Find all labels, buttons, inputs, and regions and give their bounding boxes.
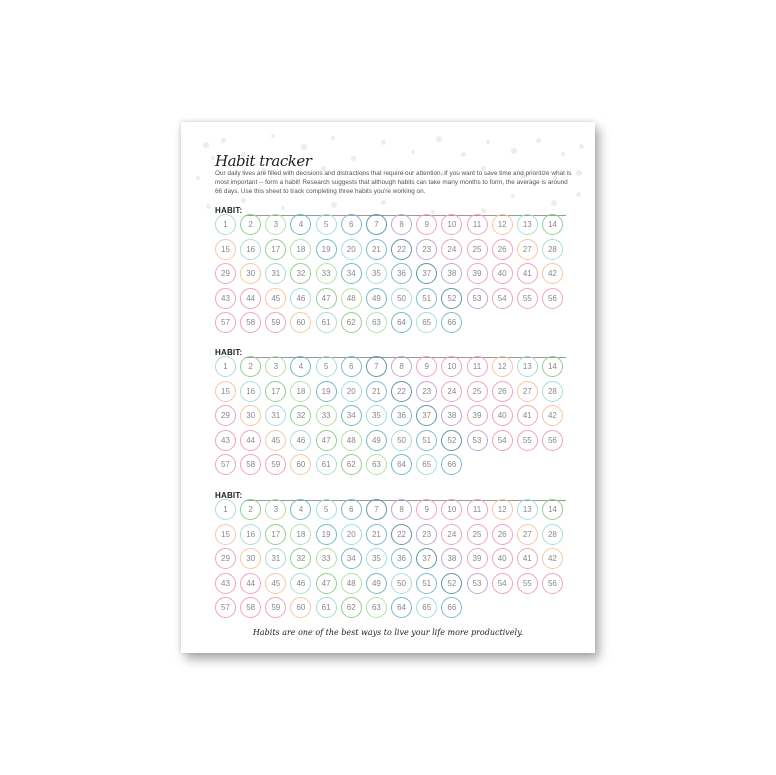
day-circle[interactable]: 34	[341, 548, 362, 569]
day-circle[interactable]: 25	[467, 239, 488, 260]
day-circle[interactable]: 37	[416, 405, 437, 426]
day-circle[interactable]: 34	[341, 263, 362, 284]
day-circle[interactable]: 66	[441, 454, 462, 475]
day-circle[interactable]: 56	[542, 288, 563, 309]
day-circle[interactable]: 54	[492, 288, 513, 309]
day-circle[interactable]: 62	[341, 597, 362, 618]
day-circle[interactable]: 59	[265, 312, 286, 333]
decorative-dot	[271, 134, 275, 138]
day-circle[interactable]: 50	[391, 430, 412, 451]
day-circle[interactable]: 3	[265, 499, 286, 520]
decorative-dot	[206, 204, 211, 209]
day-circle[interactable]: 23	[416, 239, 437, 260]
day-circle[interactable]: 18	[290, 239, 311, 260]
day-circle[interactable]: 57	[215, 454, 236, 475]
day-circle[interactable]: 4	[290, 214, 311, 235]
day-circle[interactable]: 36	[391, 548, 412, 569]
day-circle[interactable]: 16	[240, 524, 261, 545]
day-circle[interactable]: 22	[391, 239, 412, 260]
decorative-dot	[486, 140, 490, 144]
day-circle[interactable]: 63	[366, 312, 387, 333]
day-circle[interactable]: 2	[240, 356, 261, 377]
day-circle[interactable]: 31	[265, 405, 286, 426]
day-circle[interactable]: 15	[215, 381, 236, 402]
day-circle[interactable]: 13	[517, 499, 538, 520]
decorative-dot	[576, 192, 581, 197]
day-circle[interactable]: 60	[290, 597, 311, 618]
day-circle[interactable]: 6	[341, 499, 362, 520]
day-circle[interactable]: 11	[467, 356, 488, 377]
day-circle[interactable]: 39	[467, 548, 488, 569]
day-circle[interactable]: 21	[366, 524, 387, 545]
habit-section-1	[215, 206, 565, 327]
day-circle[interactable]: 48	[341, 430, 362, 451]
day-circle[interactable]: 28	[542, 239, 563, 260]
day-circle[interactable]: 61	[316, 454, 337, 475]
day-circle[interactable]: 21	[366, 239, 387, 260]
day-circle[interactable]: 1	[215, 214, 236, 235]
day-circle[interactable]: 55	[517, 288, 538, 309]
day-circle[interactable]: 8	[391, 214, 412, 235]
day-circle[interactable]: 22	[391, 381, 412, 402]
day-circle[interactable]: 42	[542, 263, 563, 284]
day-circle[interactable]: 30	[240, 405, 261, 426]
day-circle[interactable]: 10	[441, 214, 462, 235]
day-circle[interactable]: 22	[391, 524, 412, 545]
day-circle[interactable]: 52	[441, 288, 462, 309]
day-circle[interactable]: 55	[517, 573, 538, 594]
decorative-dot	[411, 150, 415, 154]
day-circle[interactable]: 53	[467, 430, 488, 451]
day-circle[interactable]: 42	[542, 548, 563, 569]
day-circle[interactable]: 5	[316, 499, 337, 520]
decorative-dot	[301, 144, 307, 150]
decorative-dot	[381, 200, 386, 205]
day-circle[interactable]: 5	[316, 214, 337, 235]
day-circle[interactable]: 37	[416, 548, 437, 569]
day-circle[interactable]: 2	[240, 499, 261, 520]
day-circle[interactable]: 43	[215, 288, 236, 309]
day-circle[interactable]: 16	[240, 239, 261, 260]
day-circle[interactable]: 27	[517, 381, 538, 402]
day-circle[interactable]: 51	[416, 430, 437, 451]
day-circle[interactable]: 44	[240, 430, 261, 451]
day-circle[interactable]: 33	[316, 263, 337, 284]
day-circle[interactable]: 11	[467, 214, 488, 235]
day-circle[interactable]: 39	[467, 405, 488, 426]
day-circle[interactable]: 20	[341, 239, 362, 260]
day-circle[interactable]: 40	[492, 405, 513, 426]
day-circle[interactable]: 57	[215, 597, 236, 618]
decorative-dot	[461, 152, 466, 157]
day-circle[interactable]: 40	[492, 263, 513, 284]
day-circle[interactable]: 7	[366, 214, 387, 235]
day-circle[interactable]: 45	[265, 573, 286, 594]
day-circle[interactable]: 3	[265, 356, 286, 377]
day-circle[interactable]: 45	[265, 430, 286, 451]
habit-section-3	[215, 491, 565, 612]
day-circle[interactable]: 16	[240, 381, 261, 402]
day-circle[interactable]: 17	[265, 524, 286, 545]
day-circle[interactable]: 60	[290, 312, 311, 333]
day-circle[interactable]: 15	[215, 524, 236, 545]
day-circle[interactable]: 49	[366, 288, 387, 309]
day-circle[interactable]: 8	[391, 356, 412, 377]
day-circle[interactable]: 19	[316, 381, 337, 402]
day-circle[interactable]: 35	[366, 405, 387, 426]
day-circle[interactable]: 59	[265, 454, 286, 475]
day-circle[interactable]: 26	[492, 239, 513, 260]
day-circle[interactable]: 65	[416, 454, 437, 475]
habit-tracker-page	[181, 122, 595, 653]
decorative-dot	[576, 170, 582, 176]
day-circle[interactable]: 58	[240, 312, 261, 333]
day-circle[interactable]: 29	[215, 548, 236, 569]
day-circle[interactable]: 14	[542, 356, 563, 377]
day-circle[interactable]: 7	[366, 356, 387, 377]
day-circle[interactable]: 8	[391, 499, 412, 520]
day-circle[interactable]: 56	[542, 430, 563, 451]
day-circle[interactable]: 51	[416, 573, 437, 594]
day-circle[interactable]: 44	[240, 573, 261, 594]
day-circle[interactable]: 14	[542, 214, 563, 235]
day-circle[interactable]: 30	[240, 548, 261, 569]
day-circle[interactable]: 24	[441, 381, 462, 402]
day-circle[interactable]: 58	[240, 597, 261, 618]
day-circle[interactable]: 38	[441, 405, 462, 426]
day-circle[interactable]: 65	[416, 312, 437, 333]
day-circle[interactable]: 24	[441, 239, 462, 260]
day-circle[interactable]: 38	[441, 263, 462, 284]
day-circle[interactable]: 55	[517, 430, 538, 451]
day-circle[interactable]: 21	[366, 381, 387, 402]
day-circle[interactable]: 13	[517, 214, 538, 235]
footer-quote: Habits are one of the best ways to live your life more productively.	[252, 628, 524, 637]
day-circle[interactable]: 49	[366, 430, 387, 451]
day-circle[interactable]: 64	[391, 312, 412, 333]
day-circle[interactable]: 47	[316, 430, 337, 451]
day-circle[interactable]: 42	[542, 405, 563, 426]
day-circle[interactable]: 43	[215, 430, 236, 451]
day-circle[interactable]: 7	[366, 499, 387, 520]
day-circle[interactable]: 50	[391, 573, 412, 594]
day-circle[interactable]: 53	[467, 288, 488, 309]
day-circle[interactable]: 32	[290, 548, 311, 569]
day-circle[interactable]: 38	[441, 548, 462, 569]
habit-label: HABIT:	[215, 348, 243, 357]
page-title: Habit tracker	[215, 152, 312, 170]
day-circle[interactable]: 25	[467, 524, 488, 545]
day-circle[interactable]: 32	[290, 263, 311, 284]
day-circle[interactable]: 4	[290, 499, 311, 520]
day-circle[interactable]: 9	[416, 356, 437, 377]
decorative-dot	[241, 198, 246, 203]
day-circle[interactable]: 60	[290, 454, 311, 475]
day-circle[interactable]: 37	[416, 263, 437, 284]
decorative-dot	[381, 140, 386, 145]
decorative-dot	[221, 138, 226, 143]
day-circle[interactable]: 29	[215, 263, 236, 284]
day-circle[interactable]: 19	[316, 239, 337, 260]
day-circle[interactable]: 9	[416, 499, 437, 520]
day-circle[interactable]: 1	[215, 356, 236, 377]
decorative-dot	[331, 136, 335, 140]
decorative-dot	[203, 142, 209, 148]
day-circle[interactable]: 24	[441, 524, 462, 545]
day-circle[interactable]: 62	[341, 454, 362, 475]
day-circle[interactable]: 43	[215, 573, 236, 594]
day-circle[interactable]: 28	[542, 381, 563, 402]
day-circle[interactable]: 64	[391, 454, 412, 475]
day-circle[interactable]: 51	[416, 288, 437, 309]
day-circle[interactable]: 49	[366, 573, 387, 594]
day-circle[interactable]: 52	[441, 573, 462, 594]
day-circle[interactable]: 3	[265, 214, 286, 235]
day-circle[interactable]: 47	[316, 288, 337, 309]
day-circle[interactable]: 63	[366, 597, 387, 618]
day-circle[interactable]: 35	[366, 548, 387, 569]
day-circle[interactable]: 62	[341, 312, 362, 333]
day-circle[interactable]: 10	[441, 356, 462, 377]
day-circle[interactable]: 57	[215, 312, 236, 333]
day-circle[interactable]: 41	[517, 263, 538, 284]
day-circle[interactable]: 31	[265, 263, 286, 284]
day-circle[interactable]: 46	[290, 573, 311, 594]
day-circle[interactable]: 13	[517, 356, 538, 377]
day-circle[interactable]: 48	[341, 573, 362, 594]
day-circle[interactable]: 61	[316, 312, 337, 333]
decorative-dot	[351, 156, 356, 161]
day-circle[interactable]: 27	[517, 239, 538, 260]
day-circle[interactable]: 18	[290, 381, 311, 402]
day-circle[interactable]: 19	[316, 524, 337, 545]
day-circle[interactable]: 12	[492, 356, 513, 377]
day-circle[interactable]: 36	[391, 405, 412, 426]
habit-label: HABIT:	[215, 206, 243, 215]
habit-section-2	[215, 348, 565, 469]
day-circle[interactable]: 9	[416, 214, 437, 235]
intro-paragraph: Our daily lives are filled with decisions and distractions that require our attention. If you want to save time and prioritize what is most important -- form a habit! Research suggests that although habits can take many months to form, the average is around 66 days. Use this sheet to track completing three habits you're working on.	[215, 170, 572, 196]
day-circle[interactable]: 31	[265, 548, 286, 569]
day-circle[interactable]: 47	[316, 573, 337, 594]
day-circle[interactable]: 41	[517, 405, 538, 426]
day-circle[interactable]: 56	[542, 573, 563, 594]
day-circle[interactable]: 50	[391, 288, 412, 309]
day-circle[interactable]: 66	[441, 597, 462, 618]
day-circle[interactable]: 23	[416, 381, 437, 402]
day-circle[interactable]: 1	[215, 499, 236, 520]
day-circle[interactable]: 29	[215, 405, 236, 426]
day-circle[interactable]: 32	[290, 405, 311, 426]
day-circle[interactable]: 20	[341, 524, 362, 545]
day-circle[interactable]: 6	[341, 214, 362, 235]
day-circle[interactable]: 46	[290, 430, 311, 451]
day-circle[interactable]: 12	[492, 214, 513, 235]
day-circle[interactable]: 17	[265, 381, 286, 402]
day-circle[interactable]: 45	[265, 288, 286, 309]
day-circle[interactable]: 54	[492, 430, 513, 451]
day-circle[interactable]: 27	[517, 524, 538, 545]
habit-label: HABIT:	[215, 491, 243, 500]
day-circle[interactable]: 14	[542, 499, 563, 520]
day-circle[interactable]: 48	[341, 288, 362, 309]
day-circle[interactable]: 46	[290, 288, 311, 309]
day-circle[interactable]: 35	[366, 263, 387, 284]
day-circle[interactable]: 36	[391, 263, 412, 284]
day-circle[interactable]: 30	[240, 263, 261, 284]
day-circle[interactable]: 20	[341, 381, 362, 402]
decorative-dot	[436, 136, 442, 142]
day-circle[interactable]: 33	[316, 405, 337, 426]
decorative-dot	[561, 152, 565, 156]
day-circle[interactable]: 53	[467, 573, 488, 594]
day-circle[interactable]: 41	[517, 548, 538, 569]
day-circle[interactable]: 11	[467, 499, 488, 520]
day-circle[interactable]: 40	[492, 548, 513, 569]
decorative-dot	[536, 138, 541, 143]
day-circle[interactable]: 39	[467, 263, 488, 284]
day-circle[interactable]: 23	[416, 524, 437, 545]
day-circle[interactable]: 26	[492, 381, 513, 402]
day-circle[interactable]: 52	[441, 430, 462, 451]
day-circle[interactable]: 25	[467, 381, 488, 402]
decorative-dot	[511, 148, 517, 154]
decorative-dot	[579, 144, 584, 149]
day-circle[interactable]: 44	[240, 288, 261, 309]
day-circle[interactable]: 5	[316, 356, 337, 377]
day-circle[interactable]: 33	[316, 548, 337, 569]
day-circle[interactable]: 65	[416, 597, 437, 618]
day-circle[interactable]: 2	[240, 214, 261, 235]
decorative-dot	[196, 176, 200, 180]
day-circle[interactable]: 6	[341, 356, 362, 377]
day-circle[interactable]: 15	[215, 239, 236, 260]
day-circle[interactable]: 18	[290, 524, 311, 545]
day-circle[interactable]: 58	[240, 454, 261, 475]
day-circle[interactable]: 34	[341, 405, 362, 426]
day-circle[interactable]: 63	[366, 454, 387, 475]
day-circle[interactable]: 64	[391, 597, 412, 618]
day-circle[interactable]: 28	[542, 524, 563, 545]
day-circle[interactable]: 12	[492, 499, 513, 520]
day-circle[interactable]: 66	[441, 312, 462, 333]
day-circle[interactable]: 61	[316, 597, 337, 618]
day-circle[interactable]: 54	[492, 573, 513, 594]
day-circle[interactable]: 17	[265, 239, 286, 260]
day-circle[interactable]: 10	[441, 499, 462, 520]
day-circle[interactable]: 59	[265, 597, 286, 618]
day-circle[interactable]: 4	[290, 356, 311, 377]
day-circle[interactable]: 26	[492, 524, 513, 545]
